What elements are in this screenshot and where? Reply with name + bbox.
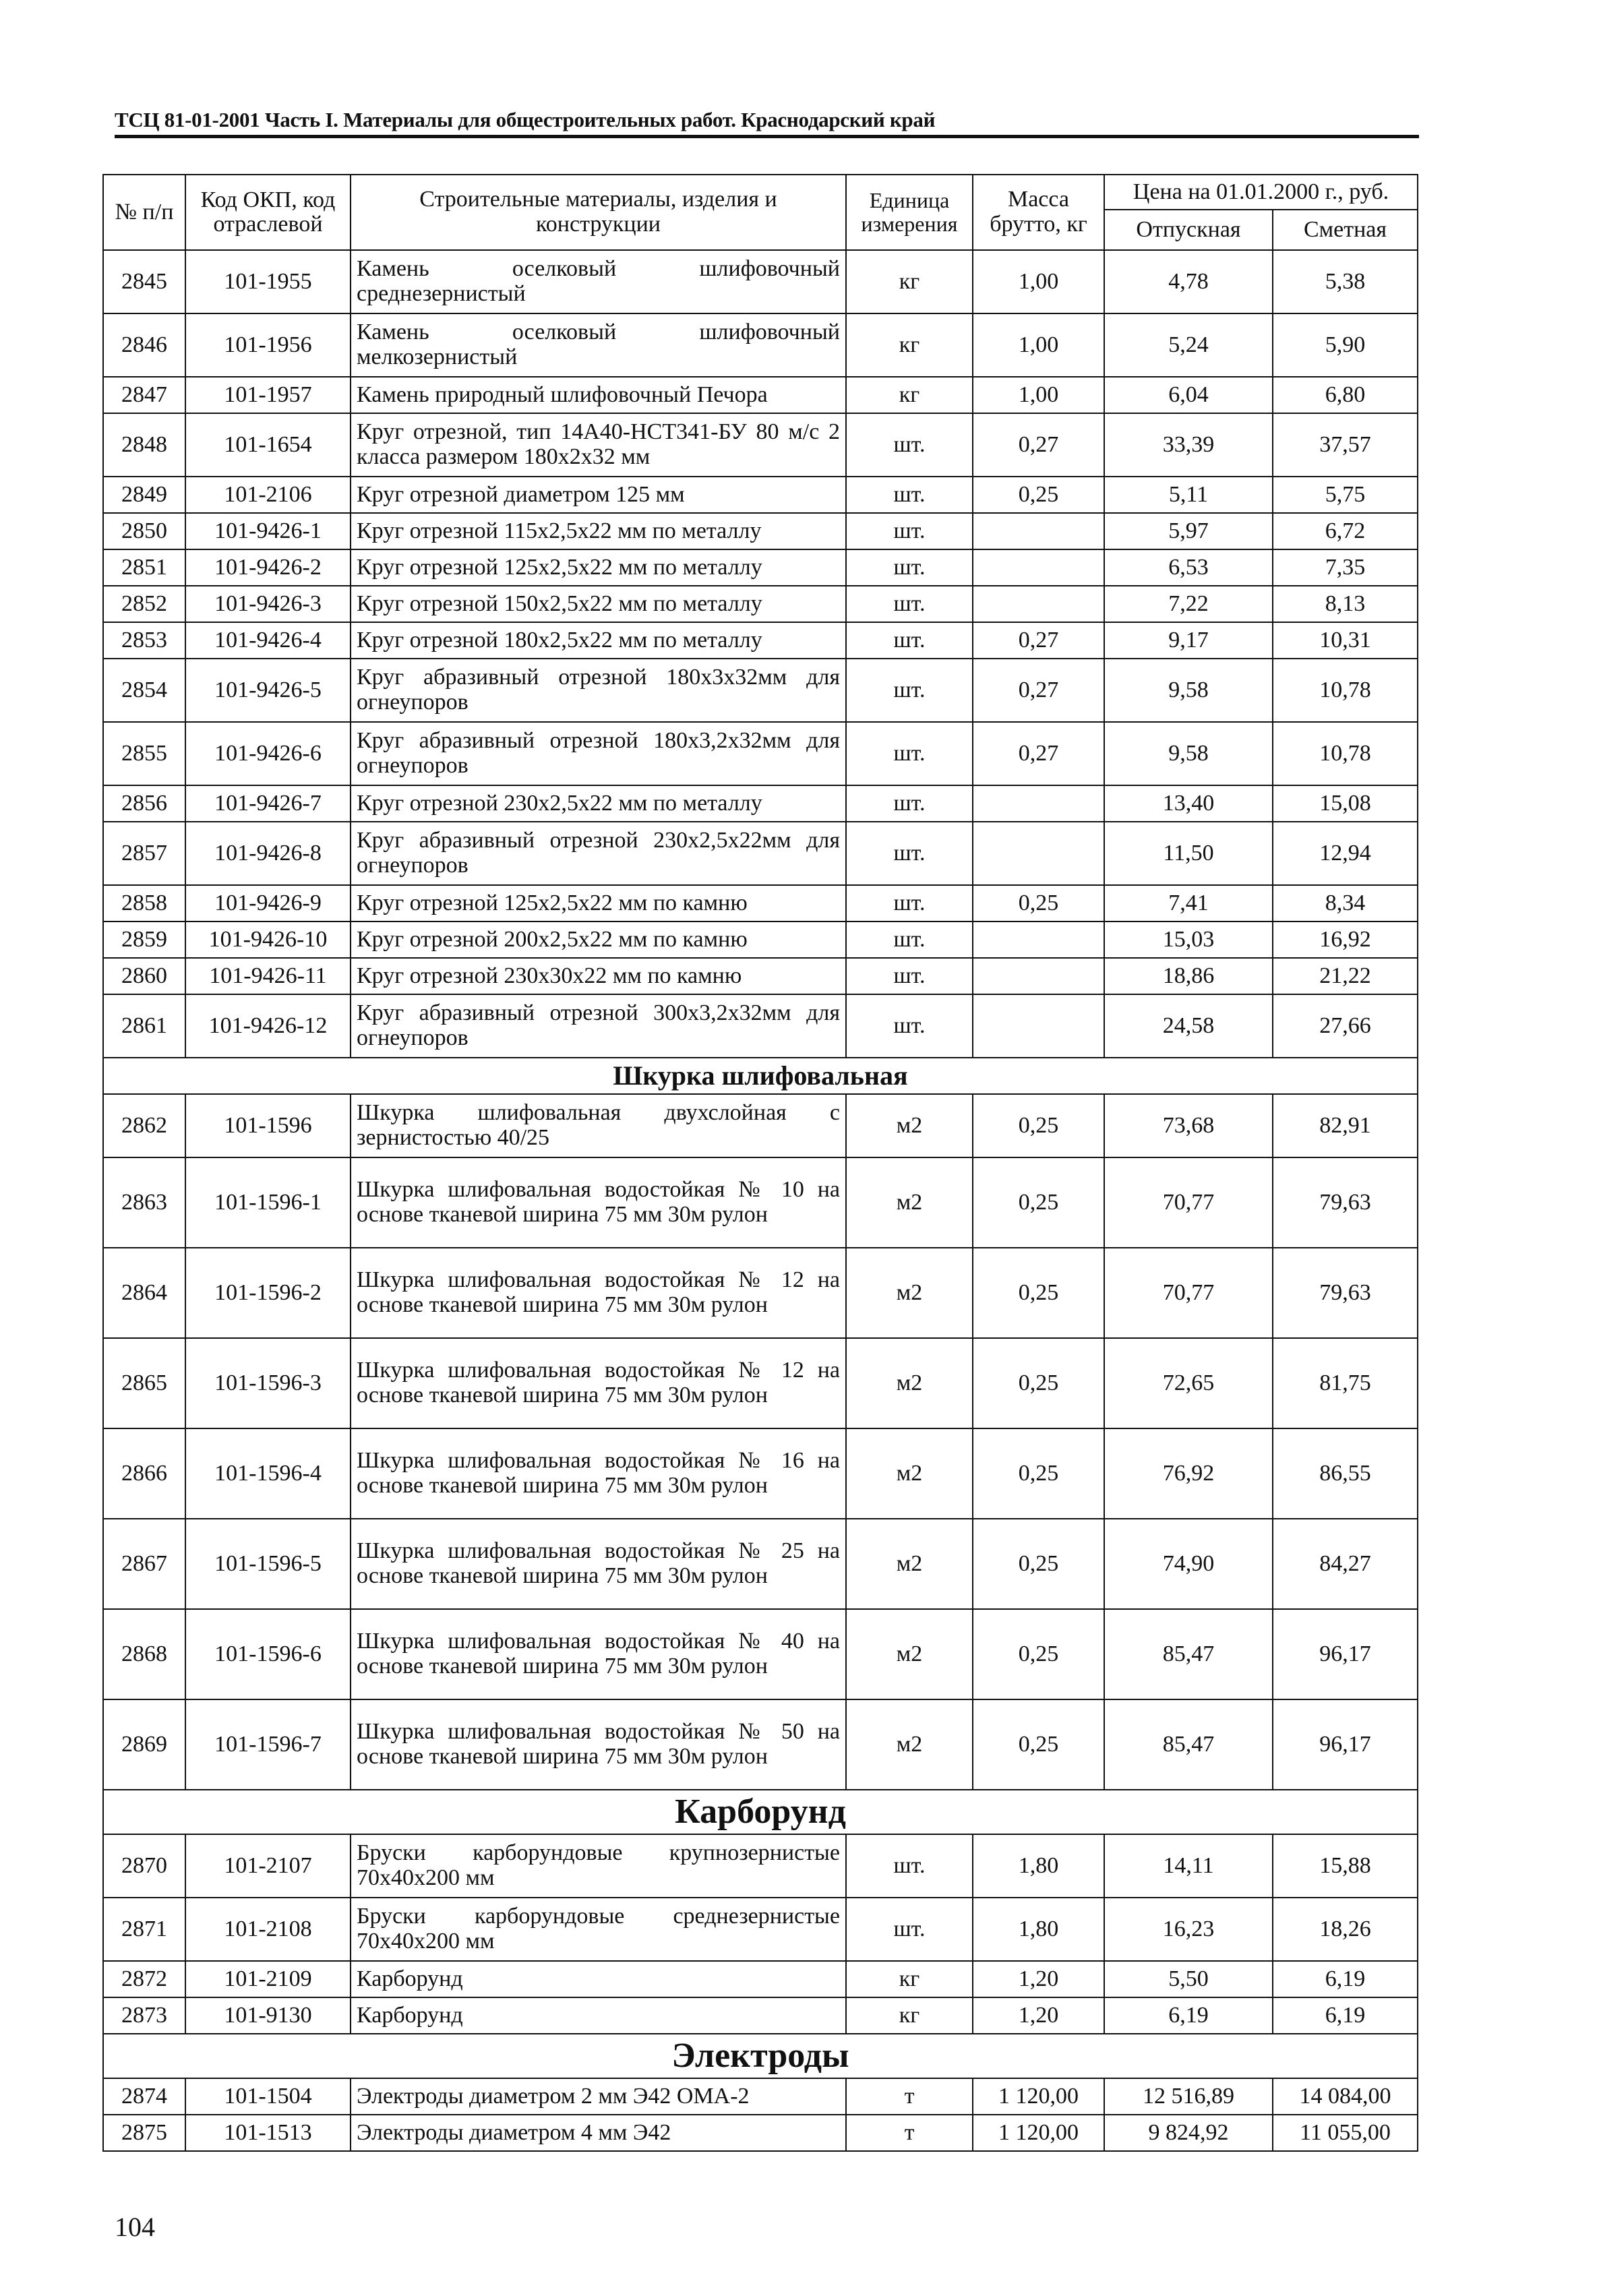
- estimate-price: 11 055,00: [1273, 2115, 1418, 2151]
- row-number: 2874: [103, 2078, 185, 2115]
- estimate-price: 10,78: [1273, 722, 1418, 785]
- table-row: [103, 413, 1418, 477]
- okp-code: 101-9426-5: [185, 659, 351, 722]
- release-price: 14,11: [1104, 1834, 1273, 1898]
- material-name: Круг абразивный отрезной 180х3,2х32мм для огнеупоров: [351, 722, 846, 785]
- okp-code: 101-1596-7: [185, 1699, 351, 1790]
- gross-mass: 1,80: [973, 1898, 1104, 1961]
- row-number: 2865: [103, 1338, 185, 1428]
- table-row: [103, 1157, 1418, 1248]
- unit-of-measure: кг: [846, 1961, 973, 1997]
- okp-code: 101-9426-10: [185, 922, 351, 958]
- okp-code: 101-2106: [185, 477, 351, 513]
- release-price: 74,90: [1104, 1519, 1273, 1609]
- estimate-price: 16,92: [1273, 922, 1418, 958]
- unit-of-measure: шт.: [846, 549, 973, 586]
- row-number: 2861: [103, 994, 185, 1058]
- material-name: Карборунд: [351, 1997, 846, 2034]
- table-row: [103, 1997, 1418, 2034]
- material-name: Круг отрезной 150х2,5х22 мм по металлу: [351, 586, 846, 622]
- material-name: Электроды диаметром 2 мм Э42 ОМА-2: [351, 2078, 846, 2115]
- release-price: 70,77: [1104, 1157, 1273, 1248]
- row-number: 2860: [103, 958, 185, 994]
- table-row: [103, 1519, 1418, 1609]
- release-price: 9,17: [1104, 622, 1273, 659]
- unit-of-measure: шт.: [846, 822, 973, 885]
- gross-mass: 0,27: [973, 722, 1104, 785]
- release-price: 6,19: [1104, 1997, 1273, 2034]
- material-name: Карборунд: [351, 1961, 846, 1997]
- table-row: [103, 1428, 1418, 1519]
- row-number: 2859: [103, 922, 185, 958]
- unit-of-measure: шт.: [846, 994, 973, 1058]
- unit-of-measure: шт.: [846, 1834, 973, 1898]
- unit-of-measure: шт.: [846, 659, 973, 722]
- estimate-price: 15,08: [1273, 785, 1418, 822]
- estimate-price: 79,63: [1273, 1157, 1418, 1248]
- material-name: Круг абразивный отрезной 180х3х32мм для огнеупоров: [351, 659, 846, 722]
- table-row: [103, 250, 1418, 313]
- unit-of-measure: м2: [846, 1157, 973, 1248]
- gross-mass: 1,00: [973, 377, 1104, 413]
- estimate-price: 5,75: [1273, 477, 1418, 513]
- estimate-price: 27,66: [1273, 994, 1418, 1058]
- table-row: [103, 549, 1418, 586]
- unit-of-measure: шт.: [846, 513, 973, 549]
- table-row: [103, 885, 1418, 922]
- material-name: Бруски карборундовые среднезернистые 70х40х200 мм: [351, 1898, 846, 1961]
- gross-mass: 1,00: [973, 250, 1104, 313]
- unit-of-measure: м2: [846, 1094, 973, 1157]
- gross-mass: 0,25: [973, 1094, 1104, 1157]
- gross-mass: 0,25: [973, 1338, 1104, 1428]
- row-number: 2870: [103, 1834, 185, 1898]
- gross-mass: [973, 586, 1104, 622]
- estimate-price: 21,22: [1273, 958, 1418, 994]
- release-price: 85,47: [1104, 1609, 1273, 1699]
- okp-code: 101-9426-8: [185, 822, 351, 885]
- table-row: [103, 1898, 1418, 1961]
- release-price: 7,22: [1104, 586, 1273, 622]
- unit-of-measure: шт.: [846, 586, 973, 622]
- okp-code: 101-1504: [185, 2078, 351, 2115]
- table-row: [103, 513, 1418, 549]
- row-number: 2869: [103, 1699, 185, 1790]
- row-number: 2850: [103, 513, 185, 549]
- table-row: [103, 313, 1418, 377]
- col-header-price-group: Цена на 01.01.2000 г., руб.: [1104, 175, 1418, 210]
- okp-code: 101-9426-6: [185, 722, 351, 785]
- gross-mass: 1,20: [973, 1961, 1104, 1997]
- okp-code: 101-1596: [185, 1094, 351, 1157]
- row-number: 2863: [103, 1157, 185, 1248]
- section-title: Электроды: [103, 2034, 1418, 2078]
- estimate-price: 5,38: [1273, 250, 1418, 313]
- release-price: 5,11: [1104, 477, 1273, 513]
- gross-mass: 0,27: [973, 413, 1104, 477]
- release-price: 9 824,92: [1104, 2115, 1273, 2151]
- table-row: [103, 1834, 1418, 1898]
- unit-of-measure: шт.: [846, 622, 973, 659]
- estimate-price: 8,13: [1273, 586, 1418, 622]
- material-name: Круг отрезной 230х2,5х22 мм по металлу: [351, 785, 846, 822]
- release-price: 18,86: [1104, 958, 1273, 994]
- col-header-price-estimate: Сметная: [1273, 210, 1418, 250]
- estimate-price: 6,19: [1273, 1961, 1418, 1997]
- row-number: 2858: [103, 885, 185, 922]
- unit-of-measure: т: [846, 2078, 973, 2115]
- okp-code: 101-1955: [185, 250, 351, 313]
- okp-code: 101-2109: [185, 1961, 351, 1997]
- material-name: Шкурка шлифовальная двухслойная с зернистостью 40/25: [351, 1094, 846, 1157]
- unit-of-measure: шт.: [846, 477, 973, 513]
- estimate-price: 7,35: [1273, 549, 1418, 586]
- row-number: 2855: [103, 722, 185, 785]
- unit-of-measure: шт.: [846, 785, 973, 822]
- estimate-price: 14 084,00: [1273, 2078, 1418, 2115]
- unit-of-measure: м2: [846, 1699, 973, 1790]
- release-price: 72,65: [1104, 1338, 1273, 1428]
- release-price: 12 516,89: [1104, 2078, 1273, 2115]
- estimate-price: 86,55: [1273, 1428, 1418, 1519]
- release-price: 6,04: [1104, 377, 1273, 413]
- table-row: [103, 785, 1418, 822]
- okp-code: 101-1596-5: [185, 1519, 351, 1609]
- release-price: 9,58: [1104, 722, 1273, 785]
- col-header-code: Код ОКП, код отраслевой: [185, 175, 351, 250]
- section-title: Шкурка шлифовальная: [103, 1058, 1418, 1094]
- okp-code: 101-1596-4: [185, 1428, 351, 1519]
- row-number: 2853: [103, 622, 185, 659]
- row-number: 2856: [103, 785, 185, 822]
- unit-of-measure: кг: [846, 313, 973, 377]
- row-number: 2849: [103, 477, 185, 513]
- table-body: [103, 250, 1418, 2151]
- release-price: 33,39: [1104, 413, 1273, 477]
- table-row: [103, 2115, 1418, 2151]
- row-number: 2857: [103, 822, 185, 885]
- unit-of-measure: м2: [846, 1248, 973, 1338]
- gross-mass: 0,25: [973, 1609, 1104, 1699]
- estimate-price: 81,75: [1273, 1338, 1418, 1428]
- col-header-num: № п/п: [103, 175, 185, 250]
- release-price: 73,68: [1104, 1094, 1273, 1157]
- row-number: 2852: [103, 586, 185, 622]
- unit-of-measure: т: [846, 2115, 973, 2151]
- okp-code: 101-2108: [185, 1898, 351, 1961]
- section-title: Карборунд: [103, 1790, 1418, 1834]
- material-name: Круг абразивный отрезной 230х2,5х22мм для огнеупоров: [351, 822, 846, 885]
- release-price: 70,77: [1104, 1248, 1273, 1338]
- okp-code: 101-1596-2: [185, 1248, 351, 1338]
- estimate-price: 10,31: [1273, 622, 1418, 659]
- row-number: 2846: [103, 313, 185, 377]
- gross-mass: [973, 994, 1104, 1058]
- page-number: 104: [115, 2212, 155, 2242]
- estimate-price: 6,72: [1273, 513, 1418, 549]
- table-row: [103, 622, 1418, 659]
- gross-mass: [973, 822, 1104, 885]
- table-row: [103, 477, 1418, 513]
- estimate-price: 10,78: [1273, 659, 1418, 722]
- page-header: ТСЦ 81-01-2001 Часть I. Материалы для общестроительных работ. Краснодарский край: [115, 108, 936, 131]
- release-price: 85,47: [1104, 1699, 1273, 1790]
- material-name: Круг отрезной 115х2,5х22 мм по металлу: [351, 513, 846, 549]
- estimate-price: 5,90: [1273, 313, 1418, 377]
- gross-mass: 0,25: [973, 1157, 1104, 1248]
- row-number: 2867: [103, 1519, 185, 1609]
- table-row: [103, 822, 1418, 885]
- okp-code: 101-9426-4: [185, 622, 351, 659]
- gross-mass: 1 120,00: [973, 2078, 1104, 2115]
- table-row: [103, 1094, 1418, 1157]
- table-row: [103, 1248, 1418, 1338]
- release-price: 76,92: [1104, 1428, 1273, 1519]
- material-name: Шкурка шлифовальная водостойкая № 12 на основе тканевой ширина 75 мм 30м рулон: [351, 1338, 846, 1428]
- table-row: [103, 659, 1418, 722]
- gross-mass: [973, 785, 1104, 822]
- row-number: 2862: [103, 1094, 185, 1157]
- release-price: 24,58: [1104, 994, 1273, 1058]
- material-name: Шкурка шлифовальная водостойкая № 40 на основе тканевой ширина 75 мм 30м рулон: [351, 1609, 846, 1699]
- release-price: 16,23: [1104, 1898, 1273, 1961]
- material-name: Шкурка шлифовальная водостойкая № 25 на основе тканевой ширина 75 мм 30м рулон: [351, 1519, 846, 1609]
- unit-of-measure: кг: [846, 250, 973, 313]
- okp-code: 101-1596-3: [185, 1338, 351, 1428]
- unit-of-measure: шт.: [846, 885, 973, 922]
- row-number: 2851: [103, 549, 185, 586]
- estimate-price: 96,17: [1273, 1699, 1418, 1790]
- estimate-price: 84,27: [1273, 1519, 1418, 1609]
- release-price: 9,58: [1104, 659, 1273, 722]
- okp-code: 101-9426-7: [185, 785, 351, 822]
- okp-code: 101-9130: [185, 1997, 351, 2034]
- material-name: Круг отрезной 200х2,5х22 мм по камню: [351, 922, 846, 958]
- estimate-price: 18,26: [1273, 1898, 1418, 1961]
- unit-of-measure: шт.: [846, 722, 973, 785]
- gross-mass: [973, 549, 1104, 586]
- release-price: 11,50: [1104, 822, 1273, 885]
- release-price: 6,53: [1104, 549, 1273, 586]
- material-name: Круг отрезной 125х2,5х22 мм по камню: [351, 885, 846, 922]
- unit-of-measure: шт.: [846, 413, 973, 477]
- row-number: 2868: [103, 1609, 185, 1699]
- gross-mass: [973, 922, 1104, 958]
- col-header-mass: Масса брутто, кг: [973, 175, 1104, 250]
- gross-mass: 1 120,00: [973, 2115, 1104, 2151]
- table-row: [103, 722, 1418, 785]
- material-name: Круг отрезной 230х30х22 мм по камню: [351, 958, 846, 994]
- material-name: Камень оселковый шлифовочный мелкозернистый: [351, 313, 846, 377]
- estimate-price: 6,19: [1273, 1997, 1418, 2034]
- okp-code: 101-1596-6: [185, 1609, 351, 1699]
- gross-mass: [973, 513, 1104, 549]
- col-header-material: Строительные материалы, изделия и конструкции: [351, 175, 846, 250]
- estimate-price: 96,17: [1273, 1609, 1418, 1699]
- release-price: 5,50: [1104, 1961, 1273, 1997]
- unit-of-measure: шт.: [846, 958, 973, 994]
- okp-code: 101-1654: [185, 413, 351, 477]
- table-row: [103, 1699, 1418, 1790]
- okp-code: 101-9426-9: [185, 885, 351, 922]
- row-number: 2866: [103, 1428, 185, 1519]
- row-number: 2845: [103, 250, 185, 313]
- gross-mass: 0,25: [973, 1248, 1104, 1338]
- unit-of-measure: кг: [846, 377, 973, 413]
- row-number: 2871: [103, 1898, 185, 1961]
- okp-code: 101-9426-2: [185, 549, 351, 586]
- okp-code: 101-1596-1: [185, 1157, 351, 1248]
- row-number: 2864: [103, 1248, 185, 1338]
- gross-mass: 1,20: [973, 1997, 1104, 2034]
- okp-code: 101-9426-12: [185, 994, 351, 1058]
- table-row: [103, 958, 1418, 994]
- okp-code: 101-9426-11: [185, 958, 351, 994]
- table-row: [103, 1961, 1418, 1997]
- gross-mass: [973, 958, 1104, 994]
- col-header-price-release: Отпускная: [1104, 210, 1273, 250]
- table-row: [103, 994, 1418, 1058]
- material-name: Бруски карборундовые крупнозернистые 70х40х200 мм: [351, 1834, 846, 1898]
- unit-of-measure: шт.: [846, 1898, 973, 1961]
- gross-mass: 0,25: [973, 885, 1104, 922]
- row-number: 2847: [103, 377, 185, 413]
- unit-of-measure: м2: [846, 1338, 973, 1428]
- row-number: 2875: [103, 2115, 185, 2151]
- gross-mass: 0,27: [973, 659, 1104, 722]
- okp-code: 101-2107: [185, 1834, 351, 1898]
- estimate-price: 15,88: [1273, 1834, 1418, 1898]
- gross-mass: 0,25: [973, 1519, 1104, 1609]
- table-row: [103, 377, 1418, 413]
- estimate-price: 6,80: [1273, 377, 1418, 413]
- table-row: [103, 922, 1418, 958]
- unit-of-measure: кг: [846, 1997, 973, 2034]
- material-name: Камень природный шлифовочный Печора: [351, 377, 846, 413]
- section-row: [103, 2034, 1418, 2078]
- release-price: 4,78: [1104, 250, 1273, 313]
- material-name: Электроды диаметром 4 мм Э42: [351, 2115, 846, 2151]
- release-price: 7,41: [1104, 885, 1273, 922]
- okp-code: 101-9426-1: [185, 513, 351, 549]
- estimate-price: 79,63: [1273, 1248, 1418, 1338]
- estimate-price: 8,34: [1273, 885, 1418, 922]
- okp-code: 101-1957: [185, 377, 351, 413]
- row-number: 2873: [103, 1997, 185, 2034]
- material-name: Круг отрезной, тип 14А40-НСТ341-БУ 80 м/с 2 класса размером 180х2х32 мм: [351, 413, 846, 477]
- okp-code: 101-1513: [185, 2115, 351, 2151]
- section-row: [103, 1790, 1418, 1834]
- okp-code: 101-1956: [185, 313, 351, 377]
- material-name: Круг отрезной 180х2,5х22 мм по металлу: [351, 622, 846, 659]
- gross-mass: 0,25: [973, 477, 1104, 513]
- gross-mass: 1,00: [973, 313, 1104, 377]
- material-name: Шкурка шлифовальная водостойкая № 50 на основе тканевой ширина 75 мм 30м рулон: [351, 1699, 846, 1790]
- estimate-price: 37,57: [1273, 413, 1418, 477]
- release-price: 13,40: [1104, 785, 1273, 822]
- gross-mass: 0,25: [973, 1428, 1104, 1519]
- gross-mass: 0,27: [973, 622, 1104, 659]
- material-name: Шкурка шлифовальная водостойкая № 16 на основе тканевой ширина 75 мм 30м рулон: [351, 1428, 846, 1519]
- unit-of-measure: м2: [846, 1609, 973, 1699]
- table-row: [103, 1338, 1418, 1428]
- material-name: Шкурка шлифовальная водостойкая № 10 на основе тканевой ширина 75 мм 30м рулон: [351, 1157, 846, 1248]
- release-price: 5,97: [1104, 513, 1273, 549]
- material-name: Круг отрезной 125х2,5х22 мм по металлу: [351, 549, 846, 586]
- okp-code: 101-9426-3: [185, 586, 351, 622]
- section-row: [103, 1058, 1418, 1094]
- material-name: Камень оселковый шлифовочный среднезернистый: [351, 250, 846, 313]
- material-name: Шкурка шлифовальная водостойкая № 12 на основе тканевой ширина 75 мм 30м рулон: [351, 1248, 846, 1338]
- unit-of-measure: м2: [846, 1428, 973, 1519]
- release-price: 15,03: [1104, 922, 1273, 958]
- row-number: 2848: [103, 413, 185, 477]
- row-number: 2854: [103, 659, 185, 722]
- col-header-unit: Единица измерения: [846, 175, 973, 250]
- table-row: [103, 586, 1418, 622]
- gross-mass: 1,80: [973, 1834, 1104, 1898]
- gross-mass: 0,25: [973, 1699, 1104, 1790]
- unit-of-measure: м2: [846, 1519, 973, 1609]
- table-row: [103, 1609, 1418, 1699]
- table-row: [103, 2078, 1418, 2115]
- material-name: Круг абразивный отрезной 300х3,2х32мм для огнеупоров: [351, 994, 846, 1058]
- estimate-price: 12,94: [1273, 822, 1418, 885]
- row-number: 2872: [103, 1961, 185, 1997]
- header-rule: [115, 135, 1419, 138]
- material-name: Круг отрезной диаметром 125 мм: [351, 477, 846, 513]
- materials-table: [102, 174, 1418, 2152]
- estimate-price: 82,91: [1273, 1094, 1418, 1157]
- release-price: 5,24: [1104, 313, 1273, 377]
- unit-of-measure: шт.: [846, 922, 973, 958]
